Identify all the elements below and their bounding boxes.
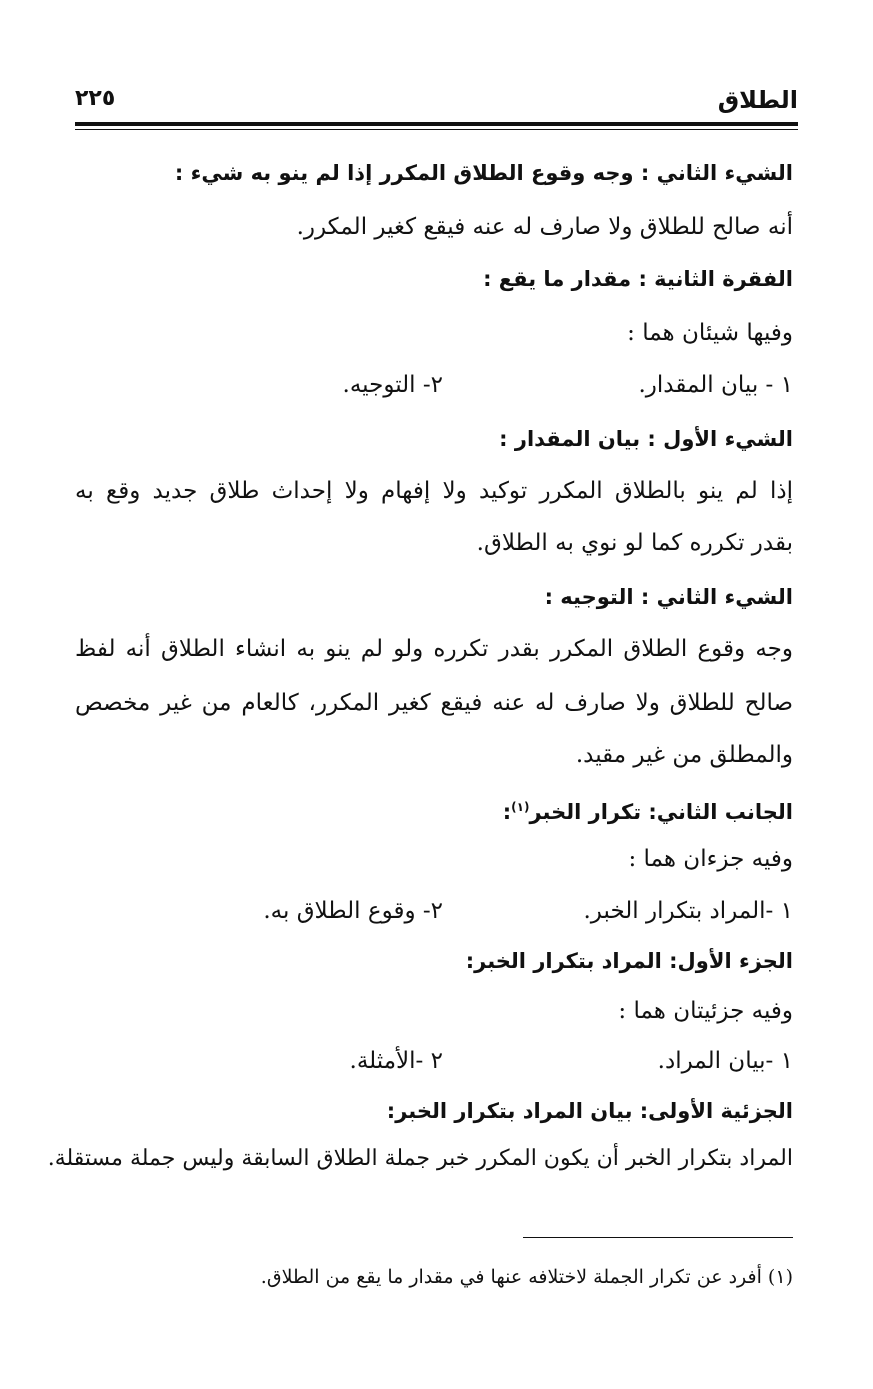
header-rule-thick <box>75 122 798 126</box>
page-number: ٢٢٥ <box>75 86 116 111</box>
body-line: وفيه جزئيتان هما : <box>618 998 793 1024</box>
running-header <box>75 86 798 122</box>
body-line: وفيها شيئان هما : <box>627 320 793 346</box>
enumeration-item: ١ - بيان المقدار. <box>638 372 793 398</box>
heading-line: الجزئية الأولى: بيان المراد بتكرار الخبر: <box>386 1099 793 1123</box>
body-line: بقدر تكرره كما لو نوي به الطلاق. <box>476 530 793 556</box>
header-rule-thin <box>75 129 798 130</box>
footnote-separator <box>523 1237 793 1238</box>
body-line: إذا لم ينو بالطلاق المكرر توكيد ولا إفهام ولا إحداث طلاق جديد وقع به <box>75 478 793 504</box>
enumeration-item: ٢- وقوع الطلاق به. <box>263 898 443 924</box>
footnote-marker[interactable]: (١) <box>511 800 530 814</box>
body-line: المراد بتكرار الخبر أن يكون المكرر خبر جملة الطلاق السابقة وليس جملة مستقلة. <box>47 1146 793 1171</box>
heading-line: الشيء الثاني : وجه وقوع الطلاق المكرر إذا لم ينو به شيء : <box>174 161 793 185</box>
enumeration-item: ٢- التوجيه. <box>342 372 443 398</box>
body-line: وجه وقوع الطلاق المكرر بقدر تكرره ولو لم ينو به انشاء الطلاق أنه لفظ <box>75 636 793 662</box>
body-line: والمطلق من غير مقيد. <box>575 742 793 768</box>
heading-line: الشيء الأول : بيان المقدار : <box>499 427 793 451</box>
enumeration-item: ٢ -الأمثلة. <box>349 1048 443 1074</box>
enumeration-item: ١ -بيان المراد. <box>657 1048 793 1074</box>
heading-line: الشيء الثاني : التوجيه : <box>544 585 793 609</box>
body-line: وفيه جزءان هما : <box>628 846 793 872</box>
body-line: صالح للطلاق ولا صارف له عنه فيقع كغير المكرر، كالعام من غير مخصص <box>75 690 793 716</box>
footnote: (١) أفرد عن تكرار الجملة لاختلافه عنها في مقدار ما يقع من الطلاق. <box>260 1266 793 1288</box>
enumeration-item: ١ -المراد بتكرار الخبر. <box>583 898 793 924</box>
heading-line-with-footnote <box>75 790 793 829</box>
chapter-title: الطلاق <box>717 86 798 114</box>
heading-line: الفقرة الثانية : مقدار ما يقع : <box>483 267 793 291</box>
heading-line: الجزء الأول: المراد بتكرار الخبر: <box>465 949 793 973</box>
heading-text: الجانب الثاني: تكرار الخبر <box>529 800 793 824</box>
heading-colon: : <box>502 800 512 824</box>
body-line: أنه صالح للطلاق ولا صارف له عنه فيقع كغير المكرر. <box>296 214 793 240</box>
